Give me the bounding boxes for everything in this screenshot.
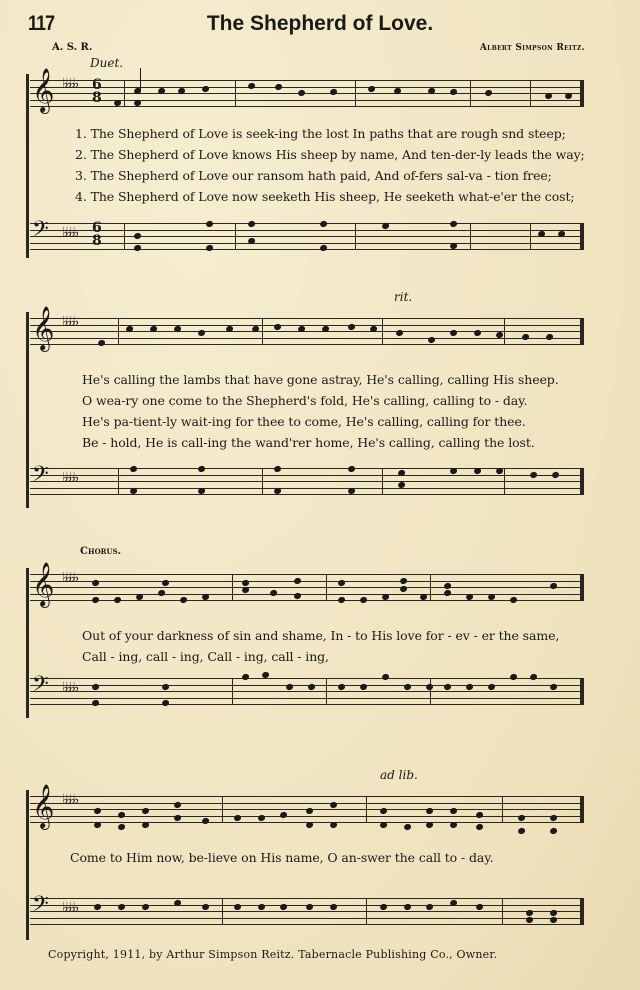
tempo-marking-duet: Duet. — [90, 56, 124, 70]
chorus-lyric-line-2: Call - ing, call - ing, Call - ing, call - ing, — [82, 649, 329, 664]
key-signature-flats: ♭♭♭♭ — [62, 570, 77, 586]
refrain-verse-4-line: Be - hold, He is call-ing the wand'rer home, He's calling, calling the lost. — [82, 435, 535, 450]
bass-staff-2 — [30, 462, 584, 494]
chorus-lyric-line-1: Out of your darkness of sin and shame, In - to His love for - ev - er the same, — [82, 628, 560, 643]
final-lyric-line: Come to Him now, be-lieve on His name, O an-swer the call to - day. — [70, 850, 494, 865]
verse-1-line: 1. The Shepherd of Love is seek-ing the lost In paths that are rough snd steep; — [75, 126, 566, 141]
key-signature-flats: ♭♭♭♭ — [62, 900, 77, 916]
refrain-verse-1-line: He's calling the lambs that have gone astray, He's calling, calling His sheep. — [82, 372, 559, 387]
bass-clef-icon: 𝄢 — [32, 672, 49, 702]
refrain-verse-3-line: He's pa-tient-ly wait-ing for thee to come, He's calling, calling for thee. — [82, 414, 526, 429]
bass-clef-icon: 𝄢 — [32, 892, 49, 922]
treble-clef-icon: 𝄞 — [32, 68, 55, 112]
composer-name: Albert Simpson Reitz. — [479, 43, 585, 53]
bass-staff-1 — [30, 217, 584, 249]
tempo-marking-ad-lib: ad lib. — [380, 768, 418, 782]
treble-staff-4 — [30, 784, 584, 828]
hymn-number: 117 — [28, 12, 55, 35]
system-brace — [26, 312, 29, 508]
time-signature: 6 8 — [92, 77, 102, 106]
key-signature-flats: ♭♭♭♭ — [62, 680, 77, 696]
key-signature-flats: ♭♭♭♭ — [62, 792, 77, 808]
bass-staff-3 — [30, 672, 584, 704]
time-signature: 6 8 — [92, 220, 102, 249]
tempo-marking-rit: rit. — [394, 290, 413, 304]
chorus-label: Chorus. — [80, 546, 122, 557]
lyricist-initials: A. S. R. — [52, 42, 93, 53]
key-signature-flats: ♭♭♭♭ — [62, 76, 77, 92]
verse-2-line: 2. The Shepherd of Love knows His sheep by name, And ten-der-ly leads the way; — [75, 147, 585, 162]
treble-staff-3 — [30, 562, 584, 606]
treble-staff-1 — [30, 68, 584, 112]
system-brace — [26, 790, 29, 940]
bass-staff-4 — [30, 892, 584, 924]
bass-clef-icon: 𝄢 — [32, 462, 49, 492]
copyright-notice: Copyright, 1911, by Arthur Simpson Reitz. Tabernacle Publishing Co., Owner. — [48, 948, 498, 961]
treble-staff-2 — [30, 306, 584, 350]
treble-clef-icon: 𝄞 — [32, 784, 55, 828]
key-signature-flats: ♭♭♭♭ — [62, 314, 77, 330]
verse-4-line: 4. The Shepherd of Love now seeketh His sheep, He seeketh what-e'er the cost; — [75, 189, 575, 204]
treble-clef-icon: 𝄞 — [32, 562, 55, 606]
system-brace — [26, 74, 29, 258]
hymn-title: The Shepherd of Love. — [206, 12, 434, 35]
key-signature-flats: ♭♭♭♭ — [62, 470, 77, 486]
refrain-verse-2-line: O wea-ry one come to the Shepherd's fold, He's calling, calling to - day. — [82, 393, 528, 408]
system-brace — [26, 568, 29, 718]
treble-clef-icon: 𝄞 — [32, 306, 55, 350]
verse-3-line: 3. The Shepherd of Love our ransom hath paid, And of-fers sal-va - tion free; — [75, 168, 552, 183]
key-signature-flats: ♭♭♭♭ — [62, 225, 77, 241]
bass-clef-icon: 𝄢 — [32, 217, 49, 247]
